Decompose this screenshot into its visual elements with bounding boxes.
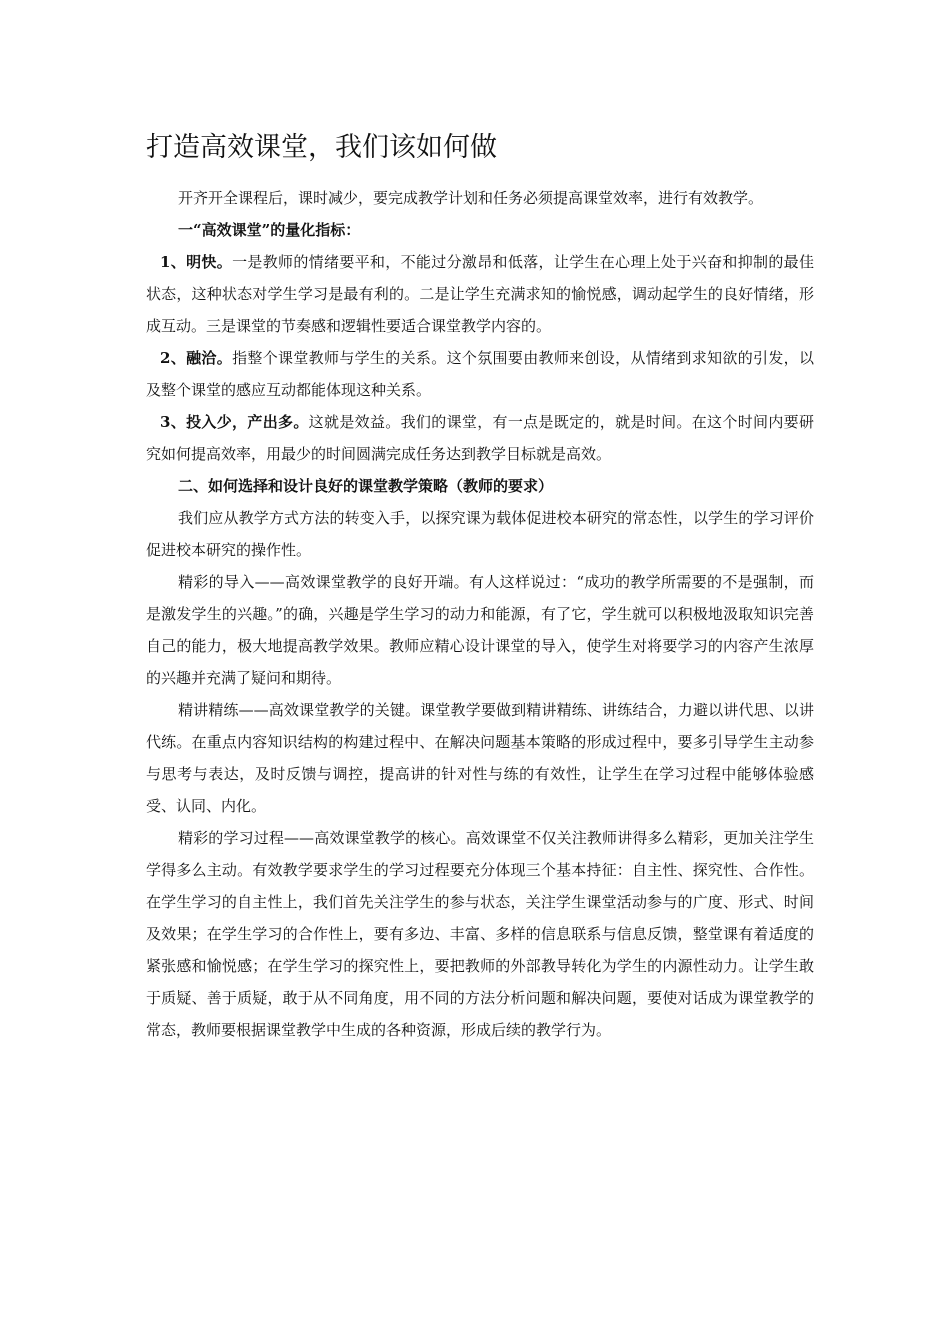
item3-lead: 3、投入少，产出多。	[160, 413, 309, 431]
section2-heading: 二、如何选择和设计良好的课堂教学策略（教师的要求）	[178, 477, 554, 495]
item2-paragraph	[146, 342, 814, 406]
item3-paragraph	[146, 406, 814, 470]
item1-lead: 1、明快。	[160, 253, 233, 271]
item1-paragraph	[146, 246, 814, 342]
body-paragraph-4: 精彩的学习过程——高效课堂教学的核心。高效课堂不仅关注教师讲得多么精彩，更加关注学生学得多么主动。有效教学要求学生的学习过程要充分体现三个基本持征：自主性、探究性、合作性。在学生学习的自主性上，我们首先关注学生的参与状态，关注学生课堂活动参与的广度、形式、时间及效果；在学生学习的合作性上，要有多边、丰富、多样的信息联系与信息反馈，整堂课有着适度的紧张感和愉悦感；在学生学习的探究性上，要把教师的外部教导转化为学生的内源性动力。让学生敢于质疑、善于质疑，敢于从不同角度，用不同的方法分析问题和解决问题，要使对话成为课堂教学的常态，教师要根据课堂教学中生成的各种资源，形成后续的教学行为。	[146, 829, 814, 1039]
body-paragraph-1: 我们应从教学方式方法的转变入手，以探究课为载体促进校本研究的常态性，以学生的学习评价促进校本研究的操作性。	[146, 509, 814, 559]
item2-lead: 2、融洽。	[160, 349, 233, 367]
document-title: 打造高效课堂，我们该如何做	[146, 132, 497, 163]
section1-heading: 一“高效课堂”的量化指标：	[178, 221, 361, 239]
item3-text: 这就是效益。我们的课堂，有一点是既定的，就是时间。在这个时间内要研究如何提高效率，用最少的时间圆满完成任务达到教学目标就是高效。	[146, 413, 814, 463]
item1-text: 一是教师的情绪要平和，不能过分激昂和低落，让学生在心理上处于兴奋和抑制的最佳状态，这种状态对学生学习是最有利的。二是让学生充满求知的愉悦感，调动起学生的良好情绪，形成互动。三是课堂的节奏感和逻辑性要适合课堂教学内容的。	[146, 253, 815, 335]
document-page	[146, 128, 814, 1046]
body-paragraph-2: 精彩的导入——高效课堂教学的良好开端。有人这样说过：“成功的教学所需要的不是强制，而是激发学生的兴趣。”的确，兴趣是学生学习的动力和能源，有了它，学生就可以积极地汲取知识完善自己的能力，极大地提高教学效果。教师应精心设计课堂的导入，使学生对将要学习的内容产生浓厚的兴趣并充满了疑问和期待。	[146, 573, 814, 687]
intro-paragraph: 开齐开全课程后，课时减少，要完成教学计划和任务必须提高课堂效率，进行有效教学。	[178, 189, 764, 207]
item2-text: 指整个课堂教师与学生的关系。这个氛围要由教师来创设，从情绪到求知欲的引发，以及整个课堂的感应互动都能体现这种关系。	[146, 349, 815, 399]
body-paragraph-3: 精讲精练——高效课堂教学的关键。课堂教学要做到精讲精练、讲练结合，力避以讲代思、以讲代练。在重点内容知识结构的构建过程中、在解决问题基本策略的形成过程中，要多引导学生主动参与思考与表达，及时反馈与调控，提高讲的针对性与练的有效性，让学生在学习过程中能够体验感受、认同、内化。	[146, 701, 814, 815]
